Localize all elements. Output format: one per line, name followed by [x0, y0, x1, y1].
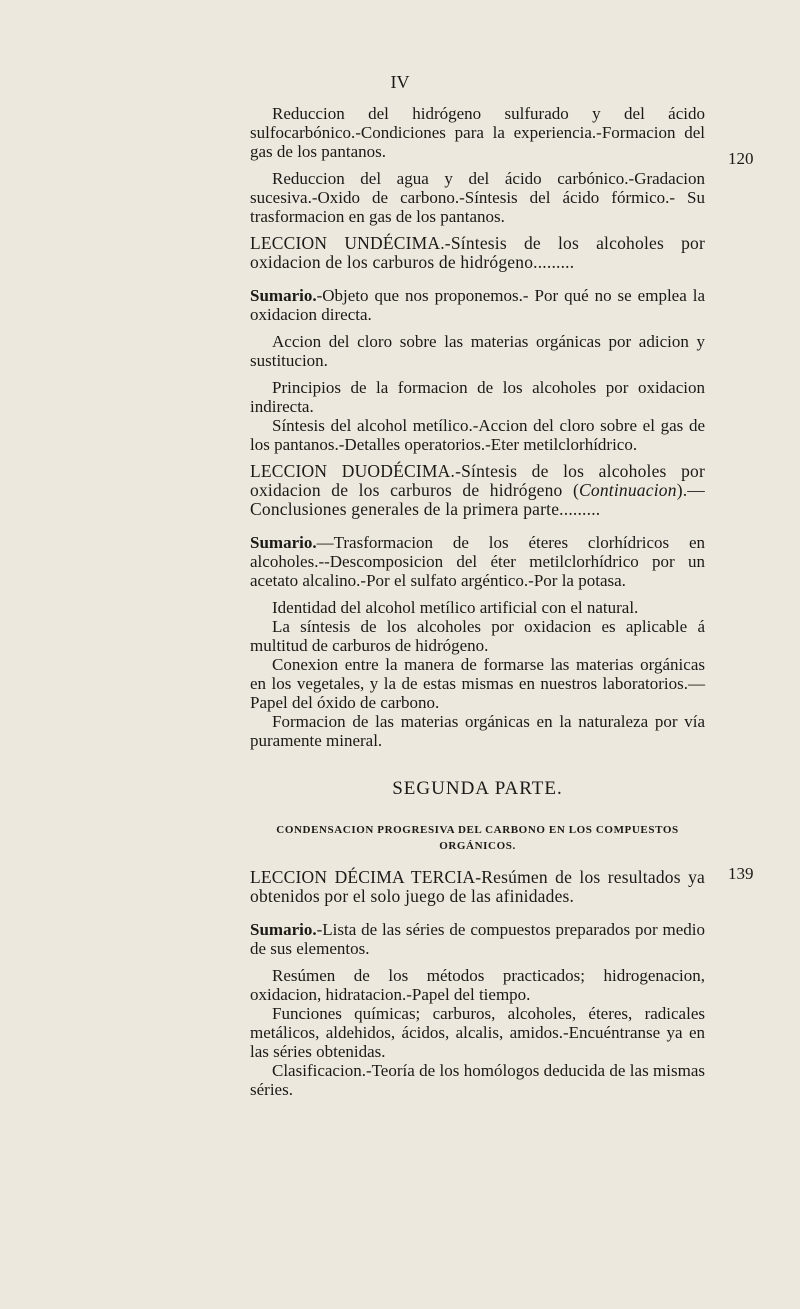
- paragraph: Funciones químicas; carburos, alcoholes, éteres, radicales metálicos, aldehidos, ácidos, alcalis, amidos.-Encuéntranse ya en las séries obtenidas.: [250, 1004, 705, 1061]
- lesson-title-part-a: -Síntesis de los alcoholes por oxidacion de los carburos de hidrógeno (: [250, 461, 706, 500]
- part-title: SEGUNDA PARTE.: [392, 778, 563, 799]
- part-subtitle: CONDENSACION PROGRESIVA DEL CARBONO EN LOS COMPUESTOS ORGÁNICOS.: [276, 824, 679, 852]
- lesson-11-page: 120: [728, 149, 754, 168]
- paragraph: Síntesis del alcohol metílico.-Accion del cloro sobre el gas de los pantanos.-Detalles operatorios.-Eter metilclorhídrico.: [250, 416, 705, 454]
- paragraph: Resúmen de los métodos practicados; hidrogenacion, oxidacion, hidratacion.-Papel del tiempo.: [250, 966, 705, 1004]
- paragraph: Accion del cloro sobre las materias orgánicas por adicion y sustitucion.: [250, 332, 705, 370]
- lesson-13-entry: [250, 868, 705, 906]
- summary-3: [250, 920, 705, 958]
- lesson-title: -Síntesis de los alcoholes por oxidacion de los carburos de hidrógeno.........: [250, 233, 705, 272]
- paragraph: Principios de la formacion de los alcoholes por oxidacion indirecta.: [250, 378, 705, 416]
- paragraph: Conexion entre la manera de formarse las materias orgánicas en los vegetales, y la de estas mismas en nuestros laboratorios.— Papel del óxido de carbono.: [250, 655, 705, 712]
- paragraph: Identidad del alcohol metílico artificial con el natural.: [272, 598, 639, 617]
- paragraph: Reduccion del hidrógeno sulfurado y del ácido sulfocarbónico.-Condiciones para la experiencia.-Formacion del gas de los pantanos.: [250, 104, 705, 161]
- summary-2: [250, 533, 705, 590]
- page-number: IV: [390, 72, 410, 92]
- paragraph: La síntesis de los alcoholes por oxidacion es aplicable á multitud de carburos de hidrógeno.: [250, 617, 705, 655]
- paragraph: Clasificacion.-Teoría de los homólogos deducida de las mismas séries.: [250, 1061, 705, 1099]
- lesson-13-page: 139: [728, 864, 754, 883]
- summary-text: -Objeto que nos proponemos.- Por qué no se emplea la oxidacion directa.: [250, 286, 705, 324]
- lesson-title: -Resúmen de los resultados ya obtenidos por el solo juego de las afinidades.: [250, 867, 705, 906]
- lesson-heading: LECCION UNDÉCIMA.: [250, 233, 445, 253]
- summary-label: Sumario.: [250, 533, 317, 552]
- lesson-title-part-b: ).— Conclusiones generales de la primera parte.........: [250, 480, 705, 519]
- lesson-continuation: Continuacion: [579, 480, 677, 500]
- summary-1: [250, 286, 705, 324]
- paragraph: Reduccion del agua y del ácido carbónico.-Gradacion sucesiva.-Oxido de carbono.-Síntesis del ácido fórmico.- Su trasformacion en gas de los pantanos.: [250, 169, 705, 226]
- lesson-heading: LECCION DÉCIMA TERCIA: [250, 867, 476, 887]
- paragraph: Formacion de las materias orgánicas en la naturaleza por vía puramente mineral.: [250, 712, 705, 750]
- summary-text: -Lista de las séries de compuestos preparados por medio de sus elementos.: [250, 920, 705, 958]
- summary-text: —Trasformacion de los éteres clorhídricos en alcoholes.--Descomposicion del éter metilclorhídrico por un acetato alcalino.-Por el sulfato argéntico.-Por la potasa.: [250, 533, 705, 590]
- lesson-heading: LECCION DUODÉCIMA.: [250, 461, 456, 481]
- lesson-11-entry: [250, 234, 705, 272]
- table-of-contents: [250, 104, 705, 1099]
- summary-label: Sumario.: [250, 920, 317, 939]
- summary-label: Sumario.: [250, 286, 317, 305]
- lesson-12-entry: [250, 462, 705, 519]
